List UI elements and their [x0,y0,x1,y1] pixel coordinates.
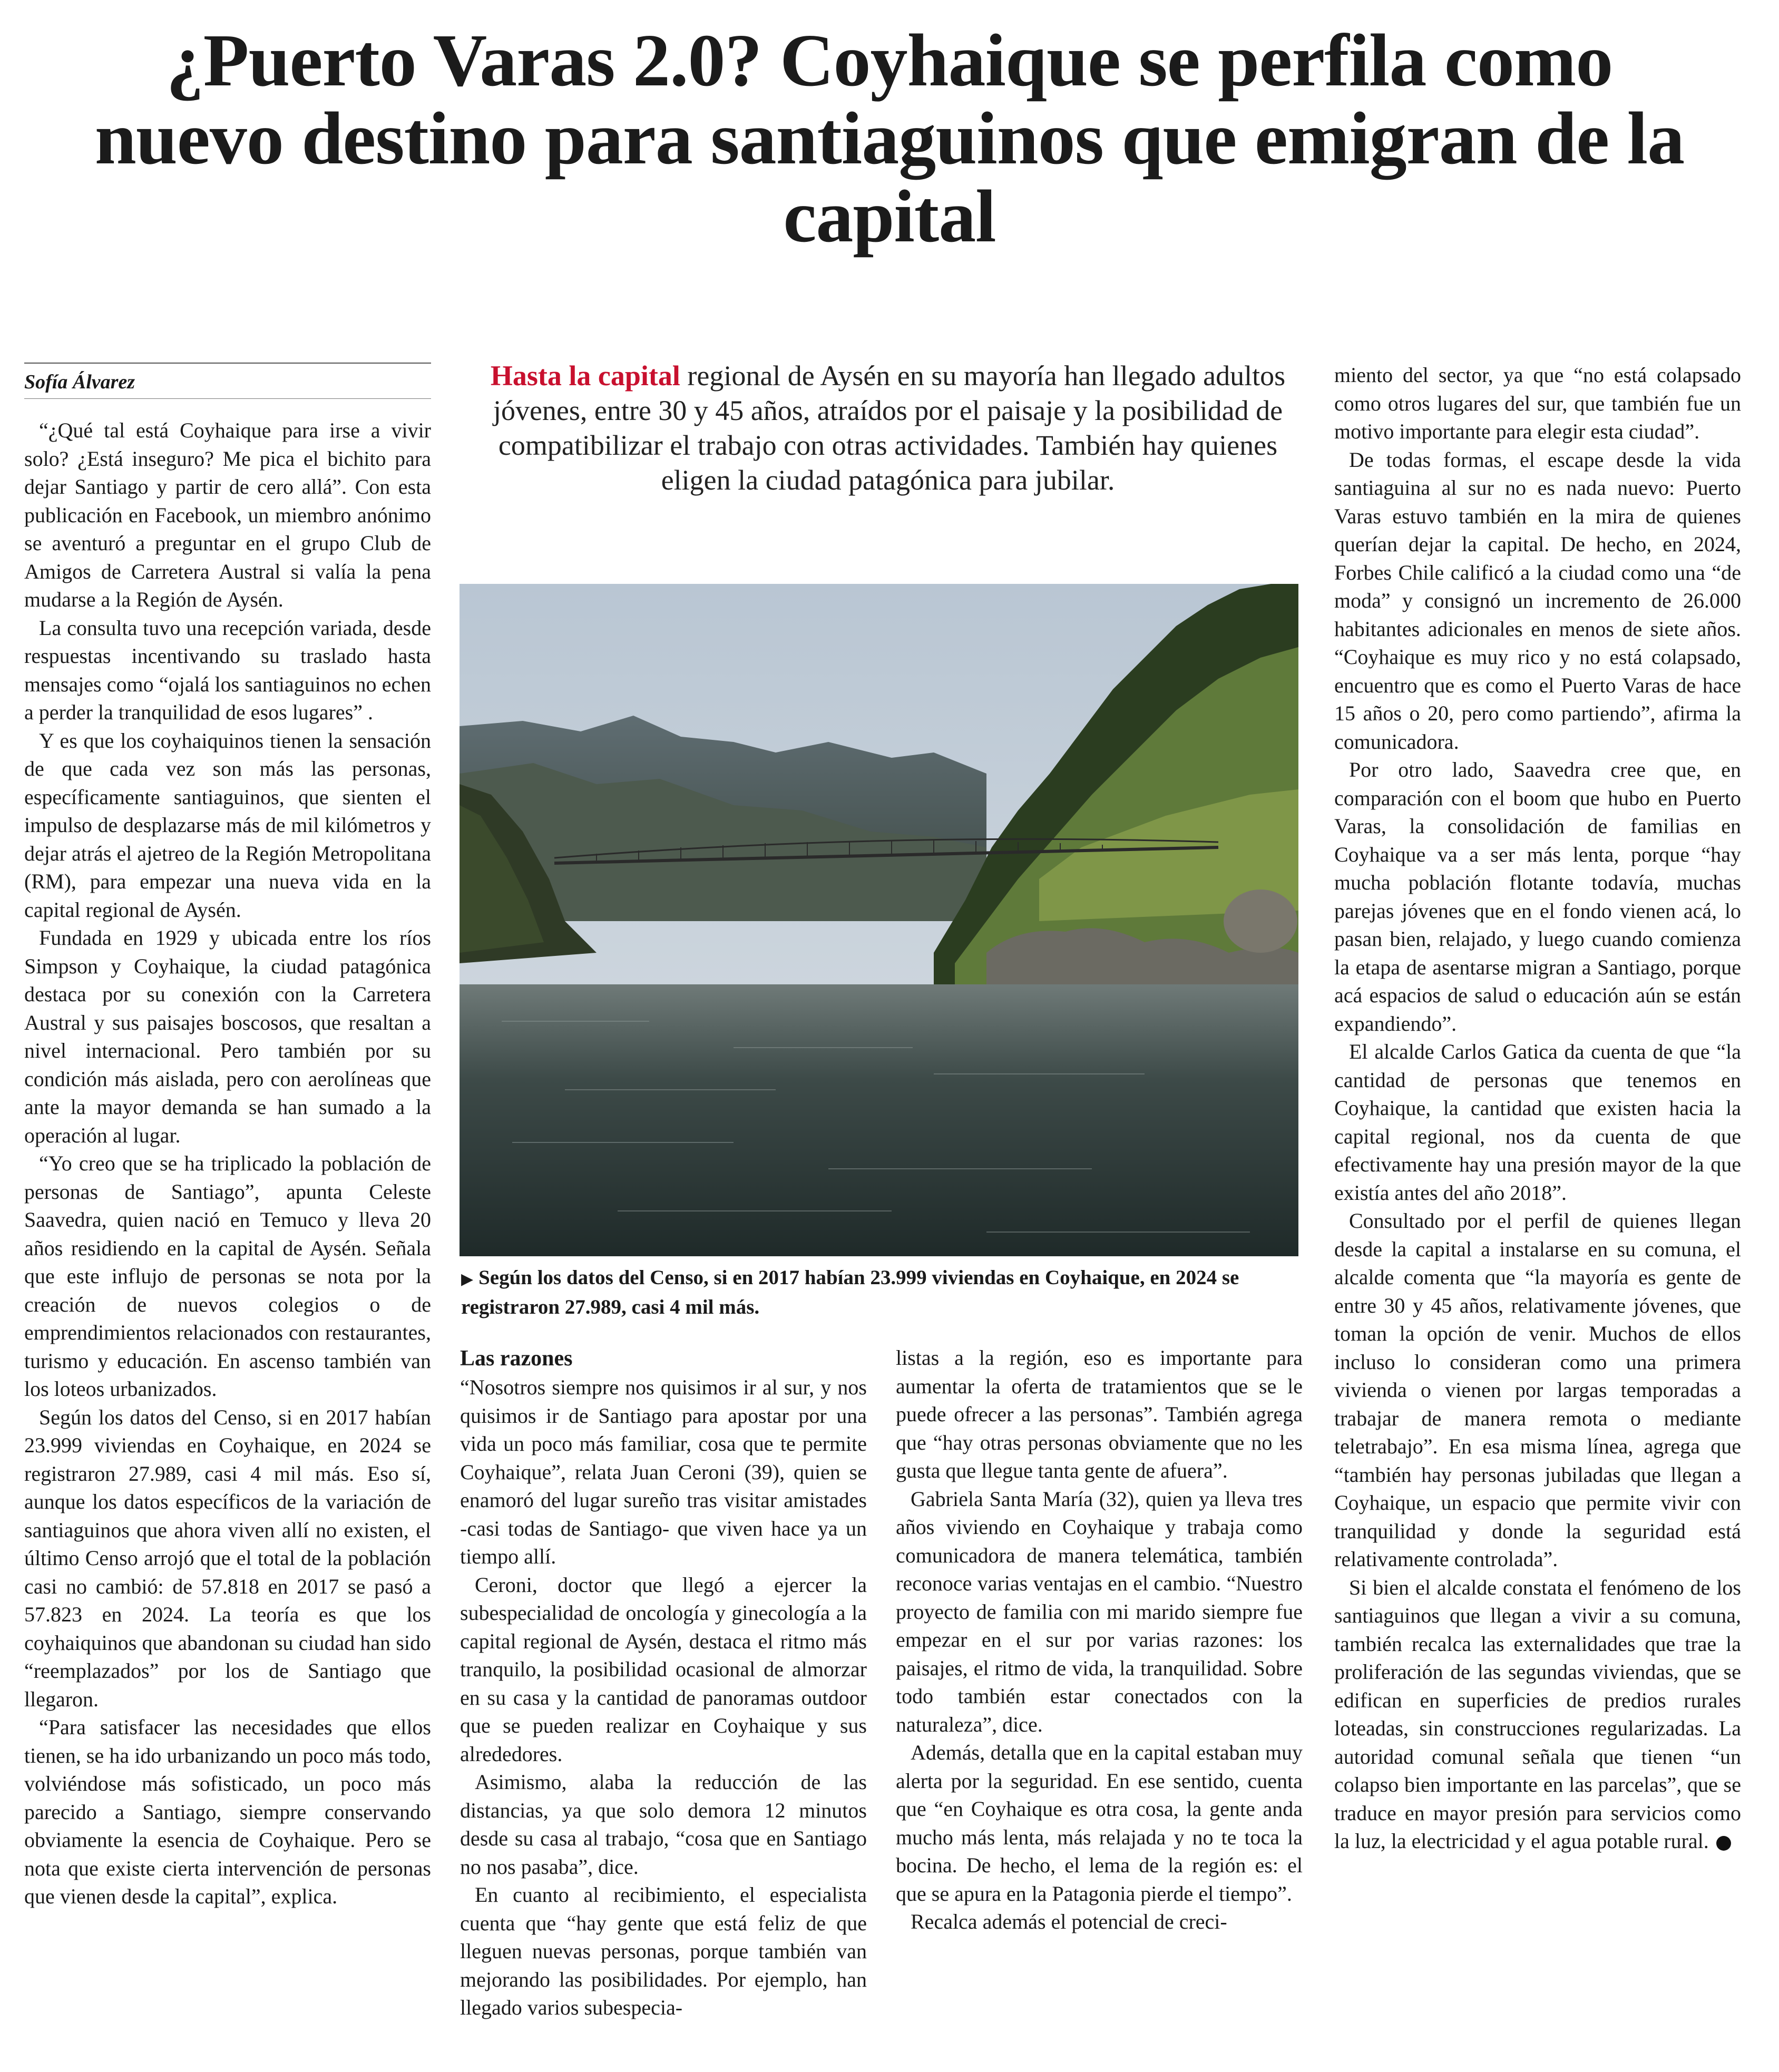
byline-underline [24,398,431,399]
caption-arrow-icon: ▶ [461,1270,474,1288]
col1-paragraph: “¿Qué tal está Coyhaique para irse a vivir solo? ¿Está inseguro? Me pica el bichito para dejar Santiago y partir de cero allá”. Con esta publicación en Facebook, un miembro anónimo se aventuró a preguntar en el grupo Club de Amigos de Carretera Austral si valía la pena mudarse a la Región de Aysén. [24,418,431,611]
column-3 [896,1344,1303,1936]
col3-paragraph: Recalca además el potencial de creci- [911,1910,1227,1933]
col4-paragraph: Por otro lado, Saavedra cree que, en comparación con el boom que hubo en Puerto Varas, la consolidación de familias en Coyhaique va a ser más lenta, porque “hay mucha población flotante todavía, muchas parejas jóvenes que en el fondo vienen acá, lo pasan bien, relajado, y luego cuando comienza la etapa de asentarse migran a Santiago, porque acá espacios de salud o educación aún se están expandiendo”. [1334,758,1741,1035]
column-2 [460,1344,867,2022]
col3-paragraph: Gabriela Santa María (32), quien ya lleva tres años viviendo en Coyhaique y trabaja como comunicadora de manera telemática, también reconoce varias ventajas en el cambio. “Nuestro proyecto de familia con mi marido siempre fue empezar en el sur por varias razones: los paisajes, el ritmo de vida, la tranquilidad. Sobre todo también estar conectados con la naturaleza”, dice. [896,1487,1303,1736]
column-1 [24,416,431,1911]
col3-paragraph: listas a la región, eso es importante para aumentar la oferta de tratamientos que se le puede ofrecer a las personas”. También agrega que “hay otras personas obviamente que no les gusta que llegue tanta gente de afuera”. [896,1346,1303,1482]
end-of-article-icon [1716,1836,1731,1851]
lead-paragraph [474,358,1302,497]
lead-highlight: Hasta la capital [490,360,680,392]
col2-paragraph: Asimismo, alaba la reducción de las distancias, ya que solo demora 12 minutos desde su casa al trabajo, “cosa que en Santiago no nos pasaba”, dice. [460,1770,867,1879]
col4-paragraph: miento del sector, ya que “no está colapsado como otros lugares del sur, que también fue un motivo importante para elegir esta ciudad”. [1334,363,1741,443]
photo-illustration [460,584,1298,1256]
col3-paragraph: Además, detalla que en la capital estaban muy alerta por la seguridad. En ese sentido, cuenta que “en Coyhaique es otra cosa, la gente anda mucho más lenta, más relajada y no te toca la bocina. De hecho, el lema de la región es: el que se apura en la Patagonia pierde el tiempo”. [896,1741,1303,1905]
col2-paragraph: En cuanto al recibimiento, el especialista cuenta que “hay gente que está feliz de que lleguen nuevas personas, porque también van mejorando las posibilidades. Por ejemplo, han llegado varios subespecia- [460,1883,867,2019]
col1-paragraph: La consulta tuvo una recepción variada, desde respuestas incentivando su traslado hasta mensajes como “ojalá los santiaguinos no echen a perder la tranquilidad de esos lugares” . [24,615,431,724]
col4-paragraph: El alcalde Carlos Gatica da cuenta de que “la cantidad de personas que tenemos en Coyhaique, la cantidad que existen hacia la capital regional, nos da cuenta de que efectivamente hay una presión mayor de la que existía antes del año 2018”. [1334,1040,1741,1205]
col1-paragraph: “Para satisfacer las necesidades que ellos tienen, se ha ido urbanizando un poco más todo, volviéndose más sofisticado, un poco más parecido a Santiago, siempre conservando obviamente la esencia de Coyhaique. Pero se nota que existe cierta intervención de personas que vienen desde la capital”, explica. [24,1715,431,1908]
col1-paragraph: Fundada en 1929 y ubicada entre los ríos Simpson y Coyhaique, la ciudad patagónica destaca por su conexión con la Carretera Austral y sus paisajes boscosos, que resaltan a nivel internacional. Pero también por su condición más aislada, pero con aerolíneas que ante la mayor demanda se han sumado a la operación al lugar. [24,926,431,1147]
col2-paragraph: “Nosotros siempre nos quisimos ir al sur, y nos quisimos ir de Santiago para apostar por una vida un poco más familiar, cosa que te permite Coyhaique”, relata Juan Ceroni (39), quien se enamoró del lugar sureño tras visitar amistades -casi todas de Santiago- que viven hace ya un tiempo allí. [460,1375,867,1568]
col4-last-paragraph [1334,1573,1741,1855]
col2-paragraph: Ceroni, doctor que llegó a ejercer la subespecialidad de oncología y ginecología a la capital regional de Aysén, destaca el ritmo más tranquilo, la posibilidad ocasional de almorzar en su casa y la cantidad de panoramas outdoor que se pueden realizar en Coyhaique y sus alrededores. [460,1572,867,1766]
section-subhead: Las razones [460,1346,573,1371]
col1-paragraph: “Yo creo que se ha triplicado la población de personas de Santiago”, apunta Celeste Saavedra, quien nació en Temuco y lleva 20 años residiendo en la capital de Aysén. Señala que este influjo de personas se nota por la creación de nuevos colegios o de emprendimientos relacionados con restaurantes, turismo y educación. En ascenso también van los loteos urbanizados. [24,1151,431,1401]
col1-paragraph: Y es que los coyhaiquinos tienen la sensación de que cada vez son más las personas, específicamente santiaguinos, que sienten el impulso de desplazarse más de mil kilómetros y dejar atrás el ajetreo de la Región Metropolitana (RM), para empezar una nueva vida en la capital regional de Aysén. [24,728,431,922]
lead-text: regional de Aysén en su mayoría han llegado adultos jóvenes, entre 30 y 45 años, atraídos por el paisaje y la posibilidad de compatibilizar el trabajo con otras actividades. También hay quienes eligen la ciudad patagónica para jubilar. [493,360,1286,496]
headline: ¿Puerto Varas 2.0? Coyhaique se perfila como nuevo destino para santiaguinos que emigran de la capital [94,18,1685,258]
col4-paragraph: Consultado por el perfil de quienes llegan desde la capital a instalarse en su comuna, el alcalde comenta que “la mayoría es gente de entre 30 y 45 años, relativamente jóvenes, que toman la opción de venir. Muchos de ellos incluso lo consideran como una primera vivienda o vienen por largas temporadas a trabajar de manera remota o mediante teletrabajo”. En esa misma línea, agrega que “también hay personas jubiladas que llegan a Coyhaique, un espacio que permite vivir con tranquilidad y donde la seguridad está relativamente controlada”. [1334,1209,1741,1571]
byline: Sofía Álvarez [24,371,135,393]
river-bridge-photo [460,584,1298,1256]
photo-caption [461,1264,1299,1321]
caption-text: Según los datos del Censo, si en 2017 habían 23.999 viviendas en Coyhaique, en 2024 se registraron 27.989, casi 4 mil más. [461,1266,1239,1318]
col4-last-text: Si bien el alcalde constata el fenómeno de los santiaguinos que llegan a vivir a su comuna, también recalca las externalidades que trae la proliferación de las segundas viviendas, que se edifican en superficies de predios rurales loteadas, sin construcciones regularizadas. La autoridad comunal señala que tienen “un colapso bien importante en las parcelas”, que se traduce en mayor presión para servicios como la luz, la electricidad y el agua potable rural. [1334,1575,1741,1853]
col4-paragraph: De todas formas, el escape desde la vida santiaguina al sur no es nada nuevo: Puerto Varas estuvo también en la mira de quienes querían dejar la capital. De hecho, en 2024, Forbes Chile calificó a la ciudad como una “de moda” y consignó un incremento de 26.000 habitantes adicionales en menos de siete años. “Coyhaique es muy rico y no está colapsado, encuentro que es como el Puerto Varas de hace 15 años o 20, pero como partiendo”, afirma la comunicadora. [1334,447,1741,754]
col1-paragraph: Según los datos del Censo, si en 2017 habían 23.999 viviendas en Coyhaique, en 2024 se registraron 27.989, casi 4 mil más. Eso sí, aunque los datos específicos de la variación de santiaguinos que ahora viven allí no existen, el último Censo arrojó que el total de la población casi no cambió: de 57.818 en 2017 se pasó a 57.823 en 2024. La teoría es que los coyhaiquinos que abandonan su ciudad han sido “reemplazados” por los de Santiago que llegaron. [24,1405,431,1711]
column-4 [1334,361,1741,1855]
byline-rule [24,363,431,364]
